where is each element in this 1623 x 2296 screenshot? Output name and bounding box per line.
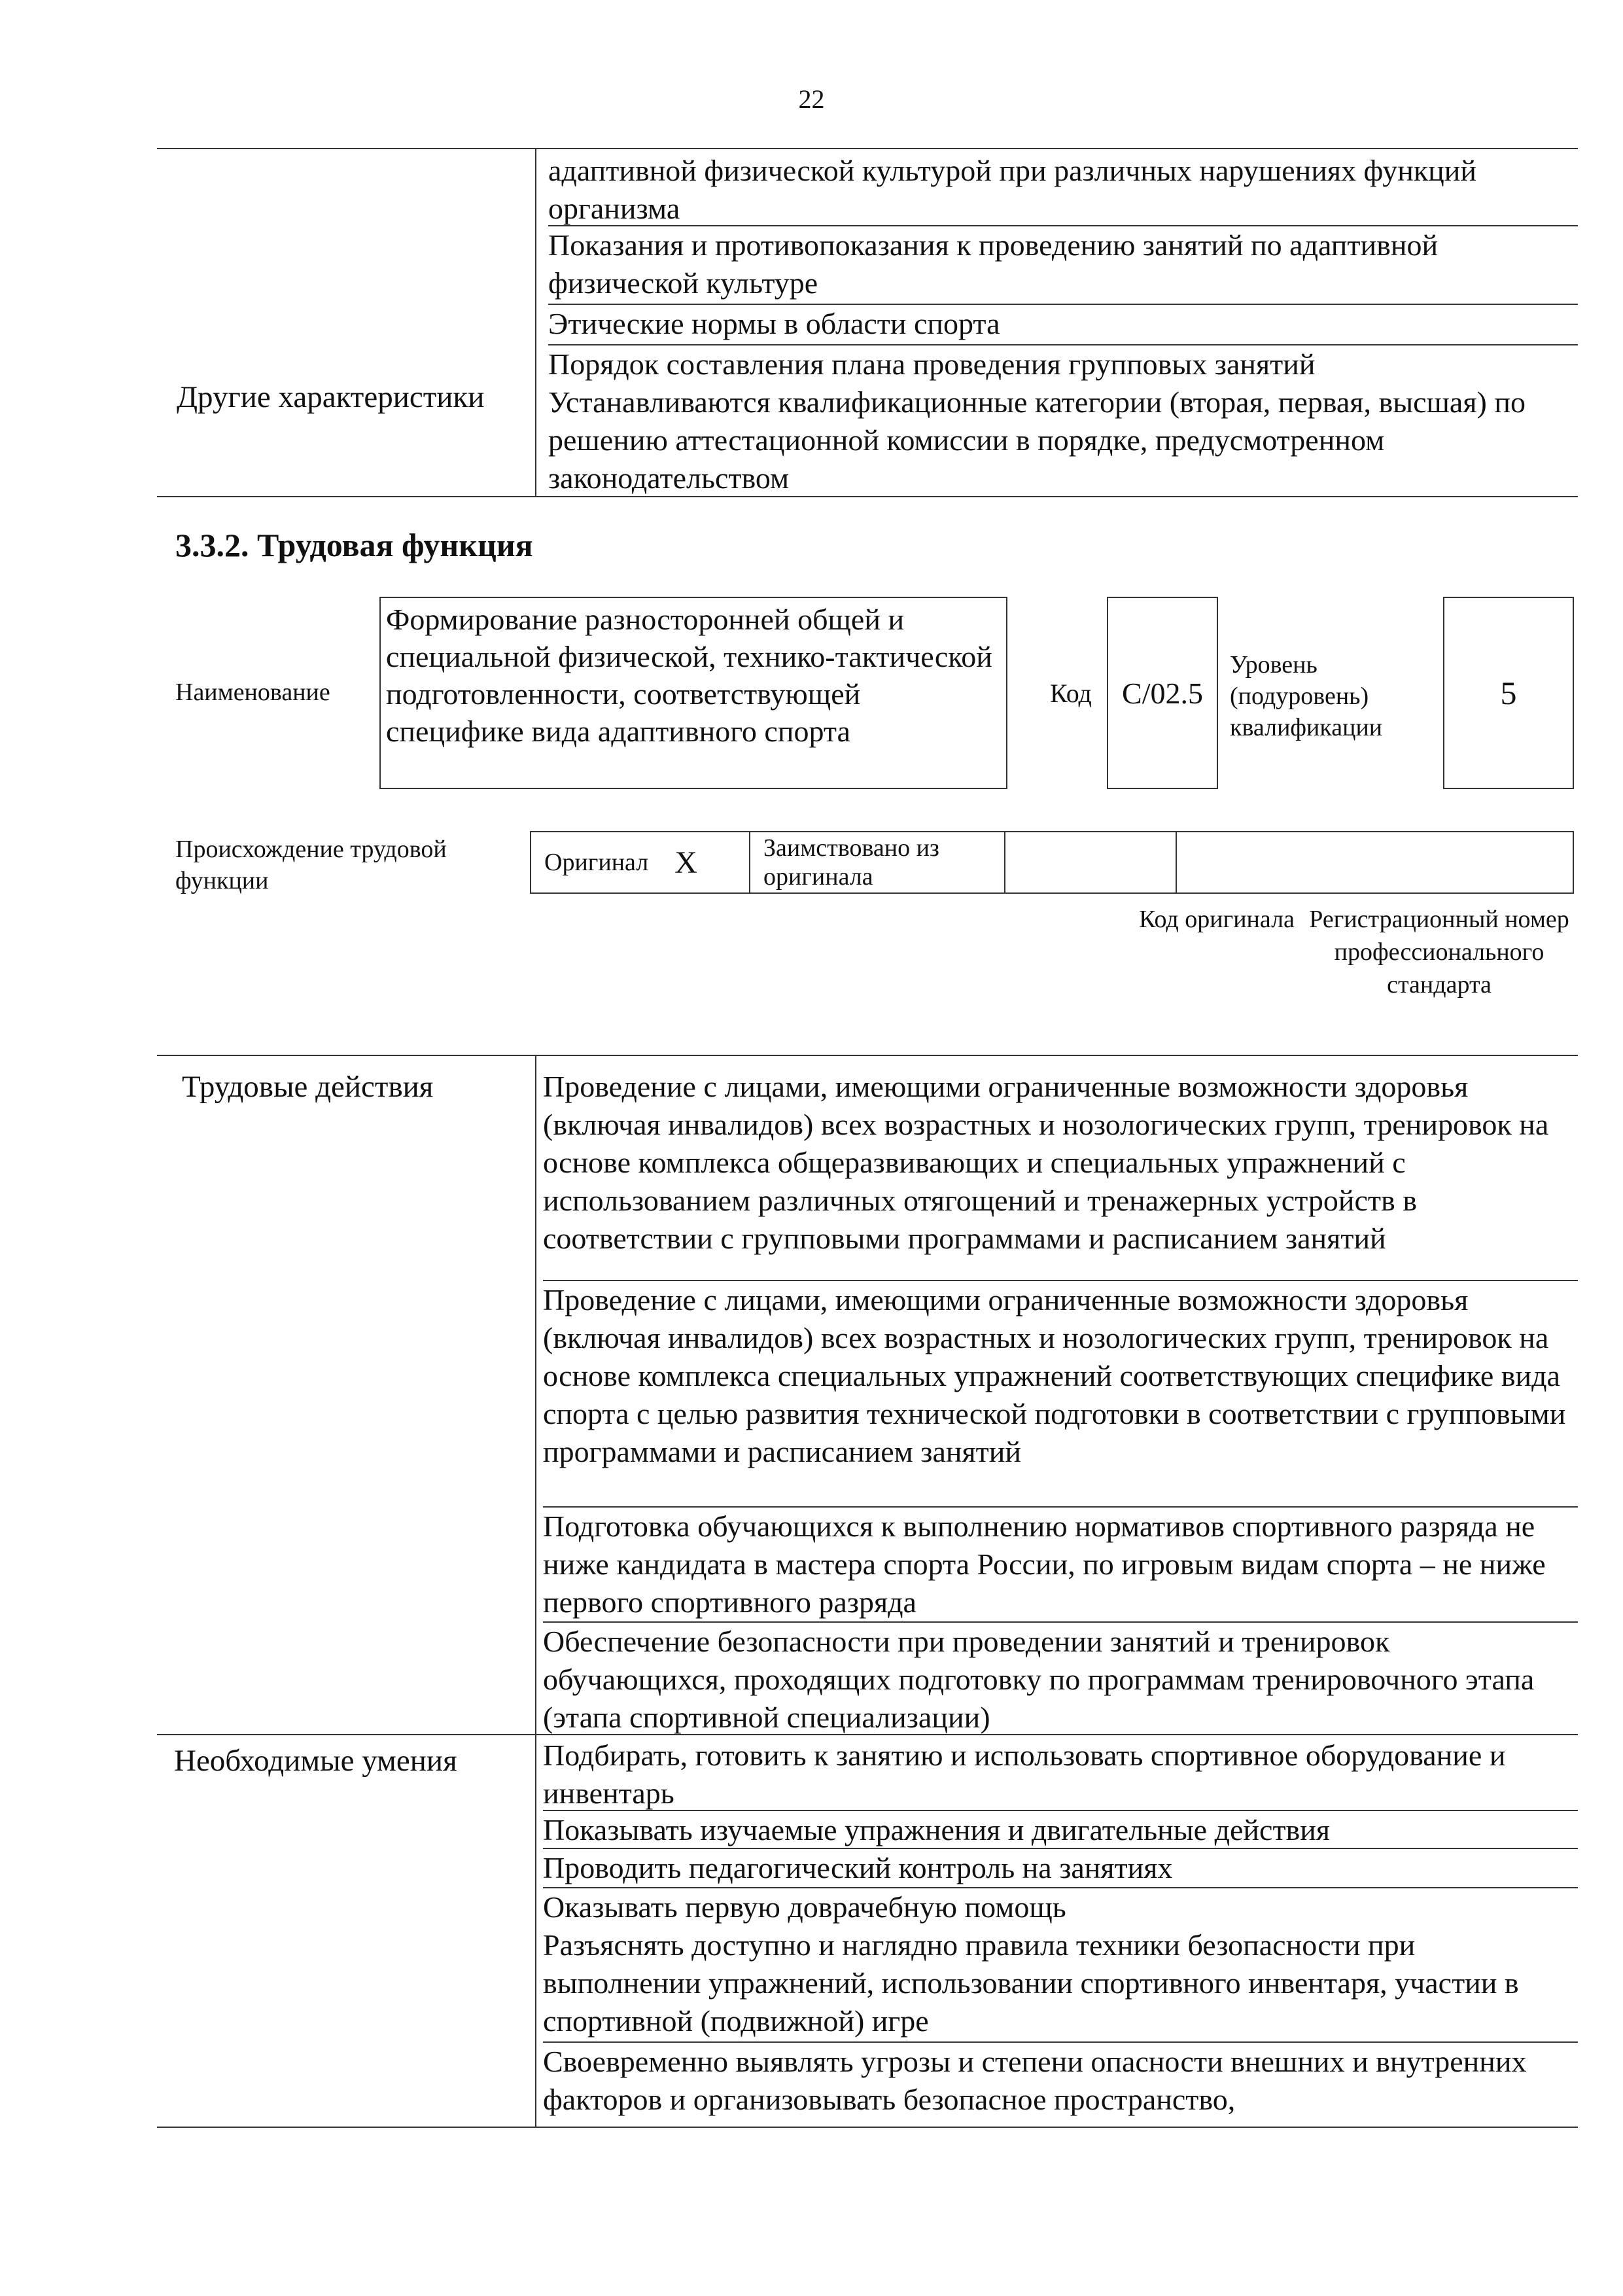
name-label: Наименование [175, 679, 330, 706]
original-label: Оригинал [544, 849, 649, 876]
level-label: Уровень (подуровень) квалификации [1230, 651, 1383, 741]
table-row: Разъяснять доступно и наглядно правила техники безопасности при выполнении упражнений, использовании спортивного инвентаря, участии в спортивной (подвижной) игре [543, 1926, 1578, 2043]
page-number: 22 [798, 84, 825, 114]
labor-function-table [157, 1055, 1578, 2128]
table-row: Проведение с лицами, имеющими ограниченные возможности здоровья (включая инвалидов) всех возрастных и нозологических групп, тренировок на основе комплекса специальных упражнений соответствующих специфике вида спорта с целью развития технической подготовки в соответствии с групповыми программами и расписанием занятий [543, 1281, 1578, 1508]
column-divider [535, 149, 536, 496]
origin-original-cell [531, 832, 750, 892]
table-row: адаптивной физической культурой при различных нарушениях функций организма [548, 152, 1578, 226]
table-row: Устанавливаются квалификационные категории (вторая, первая, высшая) по решению аттестационной комиссии в порядке, предусмотренном законодательством [548, 385, 1526, 495]
reg-caption: Регистрационный номер профессионального стандарта [1309, 906, 1569, 998]
column-divider [535, 1056, 536, 2127]
code-label: Код [1050, 679, 1092, 708]
code-caption: Код оригинала [1139, 906, 1295, 933]
section-heading: 3.3.2. Трудовая функция [175, 527, 533, 563]
function-code-box: С/02.5 [1107, 597, 1218, 789]
origin-reg-cell [1176, 832, 1575, 892]
table-row: Этические нормы в области спорта [548, 305, 1578, 345]
table-row: Своевременно выявлять угрозы и степени опасности внешних и внутренних факторов и организовывать безопасное пространство, [543, 2045, 1527, 2116]
table-row: Подготовка обучающихся к выполнению нормативов спортивного разряда не ниже кандидата в мастера спорта России, по игровым видам спорта – не ниже первого спортивного разряда [543, 1508, 1578, 1623]
table-row: Показывать изучаемые упражнения и двигательные действия [543, 1811, 1578, 1849]
level-value-box: 5 [1443, 597, 1574, 789]
original-mark: X [674, 845, 697, 880]
function-name-box: Формирование разносторонней общей и специальной физической, технико-тактической подготовленности, соответствующей специфике вида адаптивного спорта [379, 597, 1007, 789]
origin-table [530, 831, 1574, 894]
table-row: Показания и противопоказания к проведению занятий по адаптивной физической культуре [548, 226, 1578, 305]
origin-borrowed-cell [750, 832, 1005, 892]
table-row: Подбирать, готовить к занятию и использовать спортивное оборудование и инвентарь [543, 1737, 1578, 1811]
table-row: Проводить педагогический контроль на занятиях [543, 1849, 1578, 1888]
table-row: Обеспечение безопасности при проведении занятий и тренировок обучающихся, проходящих подготовку по программам тренировочного этапа (этапа спортивной специализации) [543, 1625, 1535, 1734]
origin-label: Происхождение трудовой функции [175, 836, 447, 894]
origin-code-cell [1005, 832, 1177, 892]
skills-label: Необходимые умения [174, 1744, 457, 1778]
table-row: Порядок составления плана проведения групповых занятий [548, 347, 1316, 381]
actions-label: Трудовые действия [182, 1070, 434, 1104]
other-characteristics-label: Другие характеристики [177, 380, 485, 414]
other-characteristics-table [157, 148, 1578, 497]
table-row: Проведение с лицами, имеющими ограниченные возможности здоровья (включая инвалидов) всех возрастных и нозологических групп, тренировок на основе комплекса общеразвивающих и специальных упражнений с использованием различных отягощений и тренажерных устройств в соответствии с групповыми программами и расписанием занятий [543, 1068, 1578, 1281]
borrowed-label: Заимствовано из оригинала [763, 834, 939, 891]
table-row: Оказывать первую доврачебную помощь [543, 1890, 1066, 1924]
